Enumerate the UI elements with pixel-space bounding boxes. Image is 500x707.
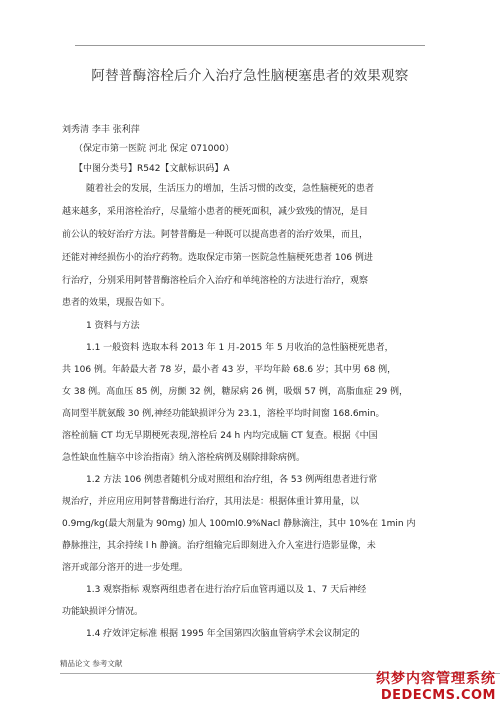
watermark-title: 织梦内容管理系统 xyxy=(376,671,496,687)
body-line: 共 106 例。年龄最大者 78 岁，最小者 43 岁，平均年龄 68.6 岁；其中男 68 例， xyxy=(62,365,397,375)
watermark xyxy=(376,668,496,703)
article-title: 阿替普酶溶栓后介入治疗急性脑梗塞患者的效果观察 xyxy=(91,68,409,84)
body-line: 溶栓前脑 CT 均无早期梗死表现,溶栓后 24 h 内均完成脑 CT 复查。根据《中国 xyxy=(62,431,378,441)
body-line: 规治疗，并应用应用阿替普酶进行治疗，其用法是：根据体重计算用量，以 xyxy=(62,497,360,507)
body-line: 急性缺血性脑卒中诊治指南》纳入溶栓病例及剔除排除病例。 xyxy=(62,453,306,463)
body-line: 0.9mg/kg(最大剂量为 90mg) 加人 100ml0.9%Nacl 静脉滴注，其中 10%在 1min 内 xyxy=(62,519,416,529)
section-heading: 1 资料与方法 xyxy=(86,321,140,331)
body-line: 女 38 例。高血压 85 例，房颤 32 例，糖尿病 26 例，吸烟 57 例，高脂血症 29 例， xyxy=(62,387,409,397)
body-line: 高同型半胱氨酸 30 例,神经功能缺损评分为 23.1，溶栓平均时间窗 168.6min。 xyxy=(62,409,385,419)
body-line: 还能对神经损伤小的治疗药物。选取保定市第一医院急性脑梗死患者 106 例进 xyxy=(62,253,373,263)
footer-text: 精品论文 参考文献 xyxy=(60,659,123,668)
body-line: 1.3 观察指标 观察两组患者在进行治疗后血管再通以及 1、7 天后神经 xyxy=(86,585,367,595)
author-line: 刘秀清 李丰 张利萍 xyxy=(62,125,140,135)
watermark-url: DEDECMS.COM xyxy=(380,688,496,703)
body-line: 越来越多，采用溶栓治疗，尽量缩小患者的梗死面积，减少致残的情况，是目 xyxy=(62,207,369,217)
body-line: 溶开或部分溶开的进一步处理。 xyxy=(62,563,189,573)
body-line: 1.4 疗效评定标准 根据 1995 年全国第四次脑血管病学术会议制定的 xyxy=(86,629,360,639)
body-line: 1.1 一般资料 选取本科 2013 年 1 月-2015 年 5 月收治的急性脑梗死患者， xyxy=(86,343,394,353)
body-line: 静脉推注，其余持续 l h 静滴。治疗组输完后即刻进入介入室进行造影显像，未 xyxy=(62,541,376,551)
header-rule xyxy=(75,45,425,46)
body-line: 1.2 方法 106 例患者随机分成对照组和治疗组，各 53 例两组患者进行常 xyxy=(86,475,378,485)
body-line: 功能缺损评分情况。 xyxy=(62,607,144,617)
body-line: 行治疗，分别采用阿替普酶溶栓后介入治疗和单纯溶栓的方法进行治疗，观察 xyxy=(62,276,369,286)
affiliation-line: （保定市第一医院 河北 保定 071000） xyxy=(74,144,234,154)
body-line: 前公认的较好治疗方法。阿替普酶是一种既可以提高患者的治疗效果，而且， xyxy=(62,230,369,240)
body-line: 随着社会的发展，生活压力的增加，生活习惯的改变，急性脑梗死的患者 xyxy=(86,184,375,194)
classification-line: 【中图分类号】R542【文献标识码】A xyxy=(74,164,230,174)
body-line: 患者的效果，现报告如下。 xyxy=(62,298,171,308)
